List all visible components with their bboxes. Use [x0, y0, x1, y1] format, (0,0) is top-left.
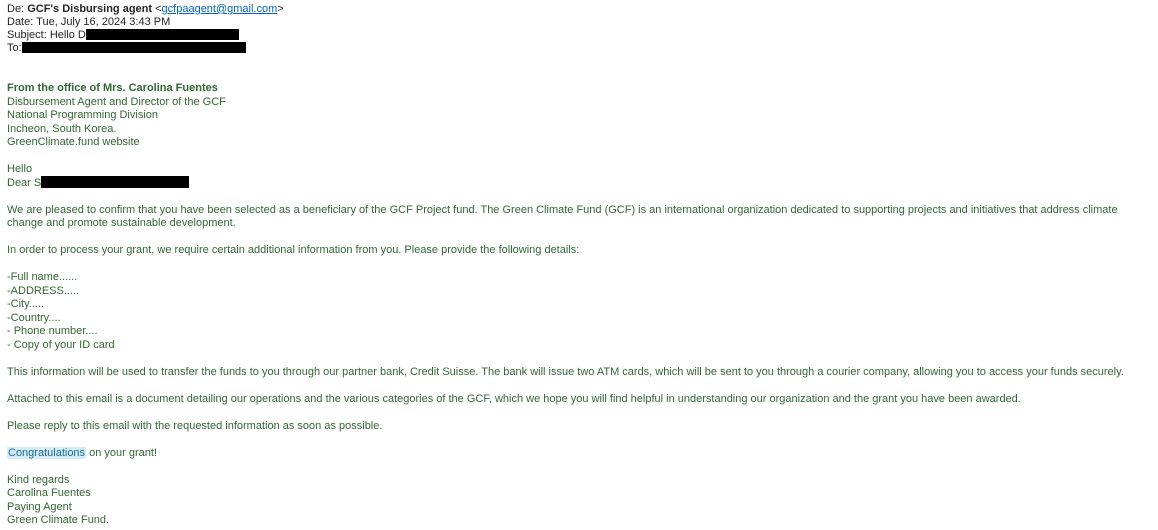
- redaction-bar-to: [22, 42, 246, 53]
- office-line-5: GreenClimate.fund website: [7, 136, 140, 148]
- paragraph-confirmation: We are pleased to confirm that you have been selected as a beneficiary of the GCF Project fund. The Green Climate Fund (GCF) is an international organization dedicated to supporting projects and initiatives that address climate change and promote sustainable development.: [7, 203, 1118, 229]
- greeting-dear: [7, 177, 1148, 191]
- from-label: De:: [7, 3, 25, 15]
- greeting-dear-text: Dear S: [7, 176, 42, 189]
- paragraph-reply-request: Please reply to this email with the requested information as soon as possible.: [7, 419, 383, 432]
- subject-visible-text: Hello D: [49, 29, 86, 41]
- detail-item-address: -ADDRESS.....: [7, 284, 80, 297]
- detail-item-id-card: - Copy of your ID card: [7, 338, 115, 351]
- sender-name: GCF's Disbursing agent: [27, 3, 153, 15]
- date-label: Date:: [7, 16, 34, 28]
- signature-block: [7, 474, 1148, 528]
- signature-regards: Kind regards: [7, 473, 70, 486]
- paragraph-request-info: In order to process your grant, we require certain additional information from you. Please provide the following details:: [7, 244, 580, 256]
- subject-label: Subject:: [7, 29, 47, 41]
- to-label: To:: [7, 42, 22, 54]
- header-date-row: [7, 16, 1148, 29]
- greeting-hello: Hello: [7, 163, 33, 175]
- signature-name: Carolina Fuentes: [7, 487, 91, 499]
- sender-email-link[interactable]: gcfpaagent@gmail.com: [161, 3, 278, 15]
- detail-item-phone: - Phone number....: [7, 325, 98, 337]
- paragraph-attachment: Attached to this email is a document detailing our operations and the various categories of the GCF, which we hope you will find helpful in understanding our organization and the grant you have been awarded.: [7, 392, 1021, 405]
- detail-item-full-name: -Full name......: [7, 271, 78, 283]
- header-from-row: [7, 3, 1148, 16]
- angle-open: <: [155, 3, 162, 15]
- date-value: Tue, July 16, 2024 3:43 PM: [36, 16, 171, 28]
- redaction-bar-subject: [86, 29, 239, 40]
- signature-org: Green Climate Fund.: [7, 514, 110, 526]
- detail-item-city: -City.....: [7, 298, 45, 310]
- signature-title: Paying Agent: [7, 500, 72, 513]
- details-list: [7, 271, 1148, 352]
- greeting-block: [7, 163, 1148, 190]
- office-line-4: Incheon, South Korea.: [7, 122, 117, 135]
- office-signature-block: [7, 82, 1148, 150]
- congratulations-rest: on your grant!: [86, 446, 157, 459]
- header-to-row: [7, 42, 1148, 55]
- office-line-2: Disbursement Agent and Director of the GCF: [7, 95, 226, 108]
- congratulations-highlight: Congratulations: [8, 446, 86, 459]
- redaction-bar-dear: [41, 176, 189, 188]
- angle-close: >: [277, 3, 284, 15]
- detail-item-country: -Country....: [7, 311, 61, 324]
- email-headers: [7, 3, 1148, 55]
- congratulations-line: [7, 447, 1148, 461]
- office-line-1: From the office of Mrs. Carolina Fuentes: [7, 82, 218, 94]
- header-subject-row: [7, 29, 1148, 42]
- paragraph-bank-transfer: This information will be used to transfer the funds to you through our partner bank, Credit Suisse. The bank will issue two ATM cards, which will be sent to you through a courier company, allowing you to access your funds securely.: [7, 365, 1124, 378]
- office-line-3: National Programming Division: [7, 109, 159, 121]
- email-body: [7, 82, 1148, 528]
